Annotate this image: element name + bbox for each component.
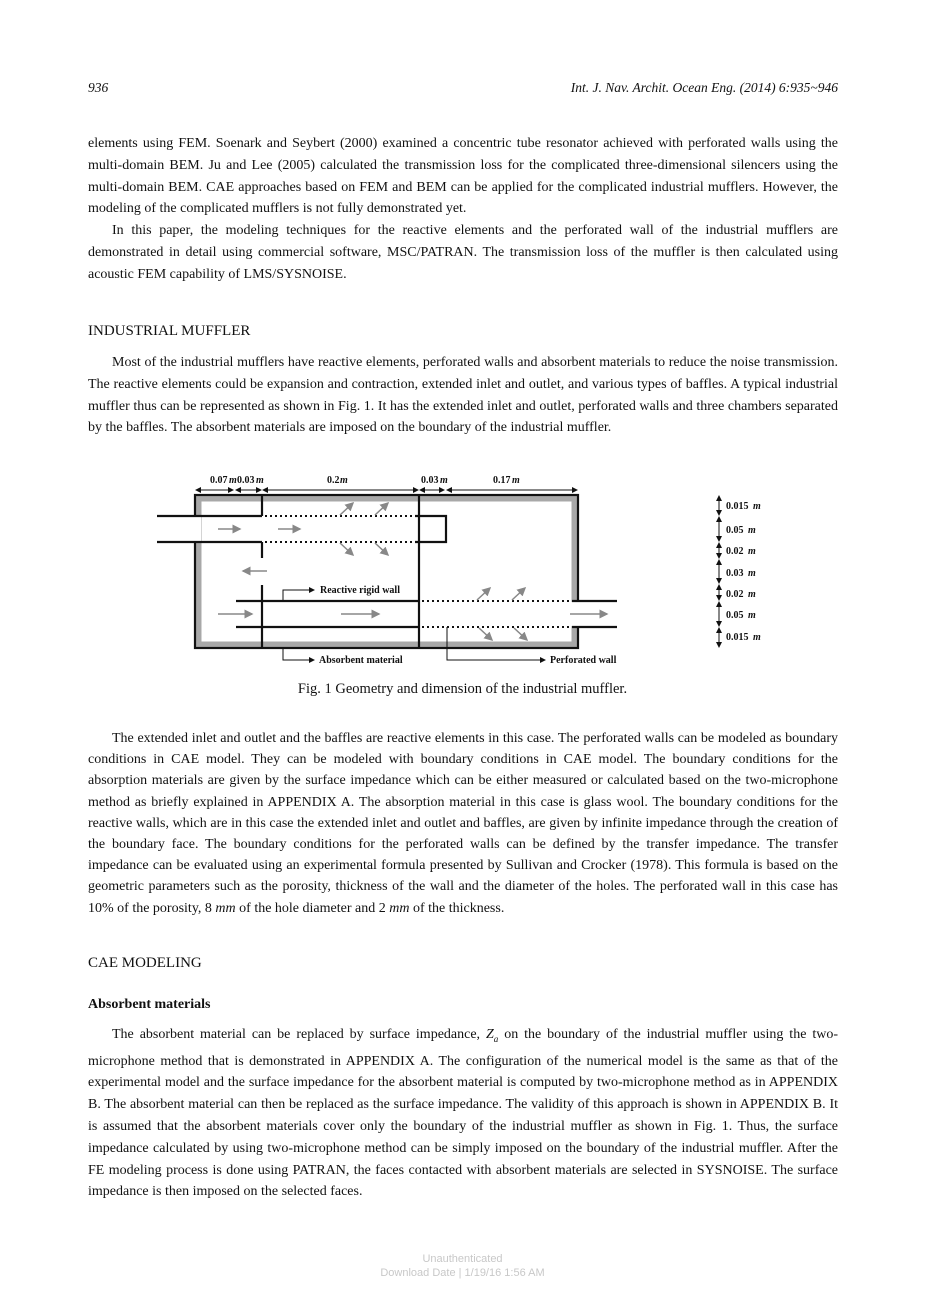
svg-text:0.015: 0.015 xyxy=(726,632,749,643)
svg-text:0.02: 0.02 xyxy=(726,589,744,600)
right-dimension-labels xyxy=(726,501,761,643)
outlet-pipe xyxy=(236,601,617,627)
svg-text:m: m xyxy=(753,632,761,643)
svg-text:0.05: 0.05 xyxy=(726,525,744,536)
svg-text:0.03: 0.03 xyxy=(726,568,744,579)
svg-text:0.17: 0.17 xyxy=(493,475,511,486)
top-dimension-labels xyxy=(210,475,520,486)
svg-text:m: m xyxy=(256,475,264,486)
paragraph-text: The extended inlet and outlet and the baffles are reactive elements in this case. The perforated walls can be modeled as boundary conditions in CAE model. They can be modeled with boundary conditions in CAE model. The boundary conditions for the absorption materials are given by the surface impedance which can be either measured or calculated based on the two-microphone method as briefly explained in APPENDIX A. The absorption material in this case is glass wool. The boundary conditions for the reactive walls, which are in this case the extended inlet and outlet and baffles, are given by infinite impedance through the creation of the boundary face. The boundary conditions for the perforated walls can be defined by the transfer impedance. The transfer impedance can be evaluated using an experimental formula presented by Sullivan and Crocker (1978). This formula is based on the geometric parameters such as the porosity, thickness of the wall and the diameter of the holes. The perforated wall in this case has 10% of the porosity, 8 mm of the hole diameter and 2 mm of the thickness. xyxy=(88,731,838,916)
absorbent-label: Absorbent material xyxy=(319,655,403,666)
svg-text:m: m xyxy=(440,475,448,486)
subsection-heading: Absorbent materials xyxy=(88,997,211,1012)
svg-text:m: m xyxy=(753,501,761,512)
svg-text:m: m xyxy=(748,589,756,600)
svg-text:m: m xyxy=(340,475,348,486)
page-number: 936 xyxy=(88,80,109,95)
section-heading: INDUSTRIAL MUFFLER xyxy=(88,323,251,339)
svg-text:m: m xyxy=(229,475,237,486)
paragraph xyxy=(88,728,838,919)
paragraph-text: The absorbent material can be replaced by surface impedance, $Z_a$ on the boundary of the industrial muffler using the two-microphone method that is demonstrated in APPENDIX A. The configuration of the numerical model is the same as that of the experimental model and the surface impedance for the absorbent material is computed by two-microphone method as in APPENDIX B. The absorbent material can then be replaced as the surface impedance. The validity of this approach is shown in APPENDIX B. It is assumed that the absorbent materials cover only the boundary of the industrial muffler as shown in Fig. 1. Thus, the surface impedance calculated by using two-microphone method can be simply imposed on the boundary of the industrial muffler. After the FE modeling process is done using PATRAN, the faces contacted with absorbent materials are selected in SYSNOISE. The surface impedance is then imposed on the selected faces. xyxy=(88,1027,838,1200)
download-watermark xyxy=(0,1252,925,1280)
svg-text:0.03: 0.03 xyxy=(237,475,255,486)
watermark-line: Unauthenticated xyxy=(422,1253,503,1265)
svg-text:m: m xyxy=(748,546,756,557)
paragraph: elements using FEM. Soenark and Seybert (2000) examined a concentric tube resonator achieved with perforated walls using the multi-domain BEM. Ju and Lee (2005) calculated the transmission loss for the complicated three-dimensional silencers using the multi-domain BEM. CAE approaches based on FEM and BEM can be applied for the complicated industrial mufflers. However, the modeling of the complicated mufflers is not fully demonstrated yet. xyxy=(88,136,838,217)
svg-text:m: m xyxy=(748,610,756,621)
svg-text:m: m xyxy=(748,525,756,536)
paragraph xyxy=(88,1024,838,1203)
svg-text:m: m xyxy=(512,475,520,486)
svg-text:0.05: 0.05 xyxy=(726,610,744,621)
watermark-line: Download Date | 1/19/16 1:56 AM xyxy=(380,1267,545,1279)
svg-text:m: m xyxy=(748,568,756,579)
svg-text:0.015: 0.015 xyxy=(726,501,749,512)
paragraph: In this paper, the modeling techniques for the reactive elements and the perforated wall of the industrial mufflers are demonstrated in detail using commercial software, MSC/PATRAN. The transmission loss of the muffler is then calculated using acoustic FEM capability of LMS/SYSNOISE. xyxy=(88,223,838,282)
reactive-wall-label: Reactive rigid wall xyxy=(320,585,400,596)
paragraph-text: Most of the industrial mufflers have reactive elements, perforated walls and absorbent materials to reduce the noise transmission. The reactive elements could be expansion and contraction, extended inlet and outlet, and various types of baffles. A typical industrial muffler thus can be represented as shown in Fig. 1. It has the extended inlet and outlet, perforated walls and three chambers separated by the baffles. The absorbent materials are imposed on the boundary of the industrial muffler. xyxy=(88,355,838,436)
svg-text:0.02: 0.02 xyxy=(726,546,744,557)
perforated-label: Perforated wall xyxy=(550,655,617,666)
pipes xyxy=(157,495,617,648)
svg-text:0.03: 0.03 xyxy=(421,475,439,486)
running-header: Int. J. Nav. Archit. Ocean Eng. (2014) 6:935~946 xyxy=(570,80,838,95)
figure-caption: Fig. 1 Geometry and dimension of the industrial muffler. xyxy=(297,681,628,697)
section-heading: CAE MODELING xyxy=(88,955,202,971)
svg-text:0.07: 0.07 xyxy=(210,475,228,486)
svg-text:0.2: 0.2 xyxy=(327,475,340,486)
flow-arrows xyxy=(218,503,607,640)
